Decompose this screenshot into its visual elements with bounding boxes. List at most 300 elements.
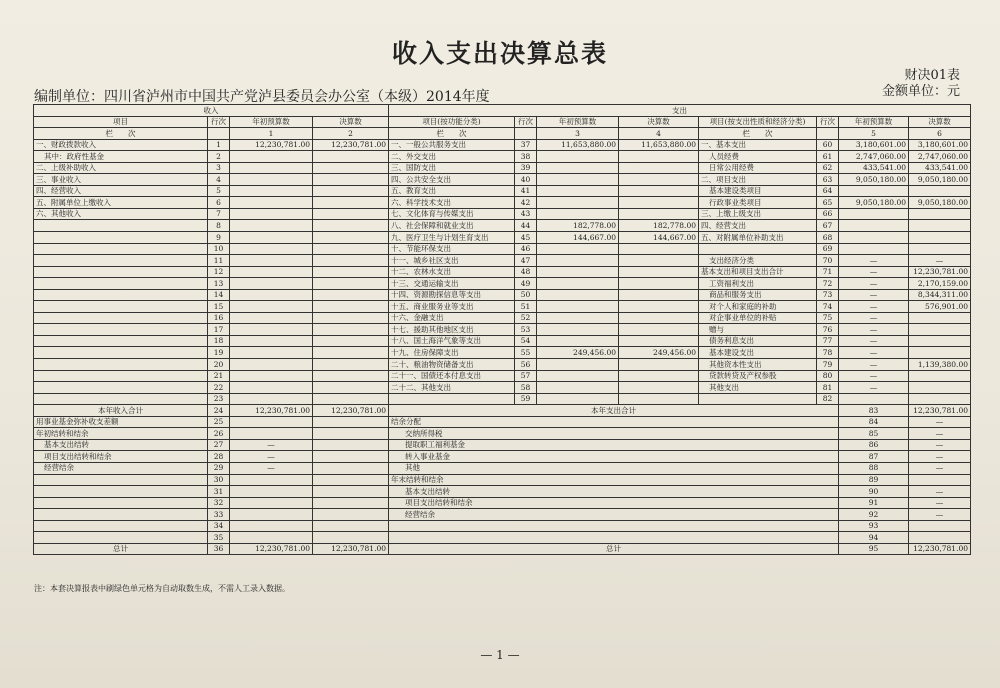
income-line-no: 14 bbox=[208, 289, 230, 301]
table-row bbox=[34, 278, 971, 290]
expense-func-item: 十四、资源勘探信息等支出 bbox=[389, 289, 515, 301]
expense-econ-item: 赠与 bbox=[699, 324, 817, 336]
expense-econ-final bbox=[909, 393, 971, 405]
expense-func-final bbox=[619, 301, 699, 313]
table-row bbox=[34, 312, 971, 324]
expense-econ-final bbox=[909, 243, 971, 255]
income-item bbox=[34, 278, 208, 290]
table-row bbox=[34, 520, 971, 532]
col-header-line: 行次 bbox=[515, 116, 537, 128]
table-row bbox=[34, 301, 971, 313]
form-number: 财决01表 bbox=[904, 68, 960, 83]
expense-func-item: 九、医疗卫生与计划生育支出 bbox=[389, 232, 515, 244]
subtotal-row bbox=[34, 405, 971, 417]
income-line-no: 17 bbox=[208, 324, 230, 336]
expense-econ-item: 其他资本性支出 bbox=[699, 359, 817, 371]
income-item: 项目支出结转和结余 bbox=[34, 451, 208, 463]
expense-func-budget bbox=[537, 162, 619, 174]
expense-func-final bbox=[619, 312, 699, 324]
expense-econ-budget: — bbox=[839, 266, 909, 278]
income-item bbox=[34, 324, 208, 336]
income-line-no: 11 bbox=[208, 255, 230, 267]
expense-econ-budget: — bbox=[909, 462, 971, 474]
expense-econ-budget: — bbox=[839, 382, 909, 394]
expense-econ-line-no: 69 bbox=[817, 243, 839, 255]
income-final bbox=[313, 185, 389, 197]
income-line-no: 22 bbox=[208, 382, 230, 394]
expense-econ-item: 对个人和家庭的补助 bbox=[699, 301, 817, 313]
income-budget bbox=[230, 232, 313, 244]
income-expense-table bbox=[33, 104, 971, 555]
income-budget: 12,230,781.00 bbox=[230, 543, 313, 555]
expense-econ-budget: — bbox=[839, 335, 909, 347]
expense-econ-final bbox=[909, 185, 971, 197]
expense-econ-final: 8,344,311.00 bbox=[909, 289, 971, 301]
expense-func-line-no: 43 bbox=[515, 208, 537, 220]
income-final bbox=[313, 335, 389, 347]
expense-func-item: 十七、援助其他地区支出 bbox=[389, 324, 515, 336]
expense-item bbox=[389, 520, 839, 532]
income-line-no: 25 bbox=[208, 416, 230, 428]
col-label: 栏 次 bbox=[389, 128, 515, 140]
footnote: 注：本套决算报表中刷绿色单元格为自动取数生成，不需人工录入数据。 bbox=[34, 584, 290, 593]
income-line-no: 35 bbox=[208, 532, 230, 544]
expense-econ-final: 576,901.00 bbox=[909, 301, 971, 313]
income-budget bbox=[230, 520, 313, 532]
col-header-final: 决算数 bbox=[619, 116, 699, 128]
expense-func-final: 182,778.00 bbox=[619, 220, 699, 232]
expense-econ-final bbox=[909, 220, 971, 232]
income-final bbox=[313, 301, 389, 313]
expense-econ-item bbox=[699, 393, 817, 405]
expense-econ-final bbox=[909, 370, 971, 382]
expense-econ-final bbox=[909, 208, 971, 220]
income-item bbox=[34, 232, 208, 244]
expense-econ-line-no: 95 bbox=[839, 543, 909, 555]
income-line-no: 3 bbox=[208, 162, 230, 174]
income-item bbox=[34, 497, 208, 509]
expense-item bbox=[389, 532, 839, 544]
expense-item: 交纳所得税 bbox=[389, 428, 839, 440]
expense-func-line-no: 55 bbox=[515, 347, 537, 359]
income-line-no: 21 bbox=[208, 370, 230, 382]
expense-econ-budget: — bbox=[909, 428, 971, 440]
income-item bbox=[34, 289, 208, 301]
income-final bbox=[313, 370, 389, 382]
income-final bbox=[313, 197, 389, 209]
income-line-no: 9 bbox=[208, 232, 230, 244]
income-line-no: 27 bbox=[208, 439, 230, 451]
expense-func-budget bbox=[537, 174, 619, 186]
expense-econ-line-no: 63 bbox=[817, 174, 839, 186]
expense-func-budget bbox=[537, 243, 619, 255]
expense-econ-budget: — bbox=[839, 370, 909, 382]
income-line-no: 13 bbox=[208, 278, 230, 290]
total-row bbox=[34, 543, 971, 555]
col-label: 栏 次 bbox=[699, 128, 817, 140]
expense-func-line-no: 44 bbox=[515, 220, 537, 232]
table-row bbox=[34, 208, 971, 220]
income-budget: — bbox=[230, 451, 313, 463]
expense-func-line-no: 42 bbox=[515, 197, 537, 209]
expense-econ-line-no: 65 bbox=[817, 197, 839, 209]
income-final bbox=[313, 232, 389, 244]
expense-func-item: 十三、交通运输支出 bbox=[389, 278, 515, 290]
income-budget bbox=[230, 324, 313, 336]
expense-econ-item: 基本建设支出 bbox=[699, 347, 817, 359]
expense-econ-final: 3,180,601.00 bbox=[909, 139, 971, 151]
income-budget bbox=[230, 474, 313, 486]
income-line-no: 12 bbox=[208, 266, 230, 278]
table-row bbox=[34, 197, 971, 209]
expense-econ-budget: — bbox=[909, 451, 971, 463]
expense-econ-final: 9,050,180.00 bbox=[909, 197, 971, 209]
income-final bbox=[313, 312, 389, 324]
income-final bbox=[313, 174, 389, 186]
income-budget: — bbox=[230, 439, 313, 451]
income-final bbox=[313, 520, 389, 532]
expense-econ-budget: 9,050,180.00 bbox=[839, 174, 909, 186]
expense-func-line-no: 53 bbox=[515, 324, 537, 336]
expense-econ-final bbox=[909, 232, 971, 244]
income-line-no: 6 bbox=[208, 197, 230, 209]
expense-econ-budget bbox=[839, 220, 909, 232]
table-row bbox=[34, 393, 971, 405]
income-line-no: 1 bbox=[208, 139, 230, 151]
expense-econ-line-no: 77 bbox=[817, 335, 839, 347]
expense-func-budget bbox=[537, 324, 619, 336]
expense-item: 项目支出结转和结余 bbox=[389, 497, 839, 509]
amount-unit: 金额单位：元 bbox=[881, 84, 960, 99]
income-subtotal-label: 本年收入合计 bbox=[34, 405, 208, 417]
income-final bbox=[313, 451, 389, 463]
table-row bbox=[34, 232, 971, 244]
income-final bbox=[313, 428, 389, 440]
expense-func-line-no: 37 bbox=[515, 139, 537, 151]
income-line-no: 30 bbox=[208, 474, 230, 486]
expense-func-final bbox=[619, 185, 699, 197]
income-line-no: 31 bbox=[208, 486, 230, 498]
expense-econ-line-no: 92 bbox=[839, 509, 909, 521]
expense-econ-item: 支出经济分类 bbox=[699, 255, 817, 267]
expense-func-line-no: 49 bbox=[515, 278, 537, 290]
income-budget bbox=[230, 486, 313, 498]
expense-econ-item: 商品和服务支出 bbox=[699, 289, 817, 301]
expense-total-label: 总计 bbox=[389, 543, 839, 555]
expense-func-final bbox=[619, 208, 699, 220]
expense-item: 经营结余 bbox=[389, 509, 839, 521]
expense-func-final bbox=[619, 289, 699, 301]
table-row bbox=[34, 347, 971, 359]
income-budget bbox=[230, 185, 313, 197]
col-number: 5 bbox=[839, 128, 909, 140]
income-line-no: 15 bbox=[208, 301, 230, 313]
income-budget bbox=[230, 359, 313, 371]
expense-econ-budget bbox=[839, 243, 909, 255]
expense-econ-line-no: 67 bbox=[817, 220, 839, 232]
table-row bbox=[34, 359, 971, 371]
expense-econ-budget: — bbox=[839, 301, 909, 313]
income-item bbox=[34, 393, 208, 405]
expense-func-budget bbox=[537, 359, 619, 371]
income-line-no: 2 bbox=[208, 151, 230, 163]
expense-econ-line-no: 79 bbox=[817, 359, 839, 371]
income-final: 12,230,781.00 bbox=[313, 405, 389, 417]
expense-func-budget bbox=[537, 382, 619, 394]
table-row bbox=[34, 255, 971, 267]
income-line-no: 36 bbox=[208, 543, 230, 555]
table-row bbox=[34, 139, 971, 151]
expense-econ-final: 1,139,380.00 bbox=[909, 359, 971, 371]
expense-func-final bbox=[619, 255, 699, 267]
expense-econ-line-no: 85 bbox=[839, 428, 909, 440]
income-budget bbox=[230, 266, 313, 278]
expense-econ-final: 2,170,159.00 bbox=[909, 278, 971, 290]
income-item: 其中：政府性基金 bbox=[34, 151, 208, 163]
expense-econ-item: 工资福利支出 bbox=[699, 278, 817, 290]
expense-func-budget: 11,653,880.00 bbox=[537, 139, 619, 151]
col-header-budget: 年初预算数 bbox=[537, 116, 619, 128]
expense-econ-line-no: 81 bbox=[817, 382, 839, 394]
expense-section-header: 支出 bbox=[389, 105, 971, 117]
expense-item: 转入事业基金 bbox=[389, 451, 839, 463]
income-item: 五、附属单位上缴收入 bbox=[34, 197, 208, 209]
expense-econ-budget bbox=[839, 208, 909, 220]
expense-econ-final bbox=[909, 382, 971, 394]
expense-func-item: 十、节能环保支出 bbox=[389, 243, 515, 255]
expense-func-final bbox=[619, 151, 699, 163]
expense-econ-line-no: 82 bbox=[817, 393, 839, 405]
expense-econ-budget bbox=[909, 474, 971, 486]
expense-econ-budget: — bbox=[909, 509, 971, 521]
header-row-sections bbox=[34, 105, 971, 117]
expense-econ-item: 四、经营支出 bbox=[699, 220, 817, 232]
expense-func-item: 十二、农林水支出 bbox=[389, 266, 515, 278]
income-item bbox=[34, 255, 208, 267]
expense-func-item: 二十一、国债还本付息支出 bbox=[389, 370, 515, 382]
table-row bbox=[34, 289, 971, 301]
col-header-budget: 年初预算数 bbox=[839, 116, 909, 128]
income-line-no: 32 bbox=[208, 497, 230, 509]
expense-func-line-no: 51 bbox=[515, 301, 537, 313]
table-row bbox=[34, 532, 971, 544]
income-budget bbox=[230, 174, 313, 186]
income-item bbox=[34, 243, 208, 255]
header-row-columns bbox=[34, 116, 971, 128]
table-row bbox=[34, 243, 971, 255]
expense-econ-line-no: 68 bbox=[817, 232, 839, 244]
expense-func-budget bbox=[537, 312, 619, 324]
expense-func-final bbox=[619, 174, 699, 186]
income-final bbox=[313, 324, 389, 336]
expense-econ-line-no: 78 bbox=[817, 347, 839, 359]
table-row bbox=[34, 162, 971, 174]
expense-func-budget bbox=[537, 289, 619, 301]
expense-func-budget: 144,667.00 bbox=[537, 232, 619, 244]
income-final bbox=[313, 532, 389, 544]
expense-econ-line-no: 83 bbox=[839, 405, 909, 417]
expense-func-item: 八、社会保障和就业支出 bbox=[389, 220, 515, 232]
expense-func-final bbox=[619, 197, 699, 209]
income-budget bbox=[230, 312, 313, 324]
table-row bbox=[34, 509, 971, 521]
table-row bbox=[34, 382, 971, 394]
table-row bbox=[34, 416, 971, 428]
expense-econ-final bbox=[909, 324, 971, 336]
expense-func-budget bbox=[537, 208, 619, 220]
expense-econ-item bbox=[699, 243, 817, 255]
expense-func-line-no: 38 bbox=[515, 151, 537, 163]
col-number: 1 bbox=[230, 128, 313, 140]
income-line-no: 16 bbox=[208, 312, 230, 324]
income-item: 基本支出结转 bbox=[34, 439, 208, 451]
table-row bbox=[34, 335, 971, 347]
table-row bbox=[34, 266, 971, 278]
income-item: 三、事业收入 bbox=[34, 174, 208, 186]
income-final bbox=[313, 162, 389, 174]
income-final bbox=[313, 243, 389, 255]
expense-econ-budget bbox=[839, 185, 909, 197]
report-title: 收入支出决算总表 bbox=[391, 39, 608, 68]
compiling-unit: 编制单位：四川省泸州市中国共产党泸县委员会办公室（本级）2014年度 bbox=[34, 89, 490, 105]
income-budget bbox=[230, 497, 313, 509]
expense-func-budget bbox=[537, 278, 619, 290]
table-row bbox=[34, 220, 971, 232]
expense-econ-line-no: 91 bbox=[839, 497, 909, 509]
income-final bbox=[313, 289, 389, 301]
expense-econ-budget: — bbox=[909, 486, 971, 498]
income-budget bbox=[230, 255, 313, 267]
expense-econ-line-no: 94 bbox=[839, 532, 909, 544]
expense-func-final bbox=[619, 266, 699, 278]
expense-econ-budget: — bbox=[839, 359, 909, 371]
expense-econ-budget: — bbox=[839, 347, 909, 359]
expense-econ-line-no: 74 bbox=[817, 301, 839, 313]
income-final bbox=[313, 416, 389, 428]
income-budget bbox=[230, 197, 313, 209]
expense-func-final bbox=[619, 335, 699, 347]
expense-econ-line-no: 71 bbox=[817, 266, 839, 278]
income-item bbox=[34, 266, 208, 278]
col-number: 2 bbox=[313, 128, 389, 140]
expense-subtotal-label: 本年支出合计 bbox=[389, 405, 839, 417]
table-row bbox=[34, 497, 971, 509]
income-final bbox=[313, 278, 389, 290]
col-header-final: 决算数 bbox=[909, 116, 971, 128]
expense-econ-budget: — bbox=[839, 278, 909, 290]
expense-econ-line-no: 60 bbox=[817, 139, 839, 151]
expense-func-item: 十五、商业服务业等支出 bbox=[389, 301, 515, 313]
income-item: 经营结余 bbox=[34, 462, 208, 474]
income-item bbox=[34, 382, 208, 394]
table-row bbox=[34, 439, 971, 451]
expense-func-item: 十八、国土海洋气象等支出 bbox=[389, 335, 515, 347]
expense-func-budget bbox=[537, 266, 619, 278]
expense-func-item: 四、公共安全支出 bbox=[389, 174, 515, 186]
expense-item: 年末结转和结余 bbox=[389, 474, 839, 486]
col-header-budget: 年初预算数 bbox=[230, 116, 313, 128]
expense-func-item: 二、外交支出 bbox=[389, 151, 515, 163]
income-total-label: 总计 bbox=[34, 543, 208, 555]
income-budget: — bbox=[230, 462, 313, 474]
income-item: 一、财政拨款收入 bbox=[34, 139, 208, 151]
income-item bbox=[34, 486, 208, 498]
expense-econ-budget: 9,050,180.00 bbox=[839, 197, 909, 209]
col-number: 4 bbox=[619, 128, 699, 140]
expense-func-final bbox=[619, 162, 699, 174]
expense-func-line-no: 45 bbox=[515, 232, 537, 244]
income-budget bbox=[230, 370, 313, 382]
income-final bbox=[313, 393, 389, 405]
expense-econ-line-no: 84 bbox=[839, 416, 909, 428]
income-item bbox=[34, 312, 208, 324]
expense-econ-item: 一、基本支出 bbox=[699, 139, 817, 151]
expense-econ-budget: — bbox=[839, 312, 909, 324]
income-item: 年初结转和结余 bbox=[34, 428, 208, 440]
income-budget bbox=[230, 243, 313, 255]
expense-func-item: 十九、住房保障支出 bbox=[389, 347, 515, 359]
expense-func-budget bbox=[537, 393, 619, 405]
col-header-econ-item: 项目(按支出性质和经济分类) bbox=[699, 116, 817, 128]
income-item bbox=[34, 359, 208, 371]
income-item: 用事业基金弥补收支差额 bbox=[34, 416, 208, 428]
expense-econ-budget: 2,747,060.00 bbox=[839, 151, 909, 163]
income-line-no: 29 bbox=[208, 462, 230, 474]
expense-econ-line-no: 76 bbox=[817, 324, 839, 336]
col-header-line: 行次 bbox=[208, 116, 230, 128]
expense-econ-line-no: 70 bbox=[817, 255, 839, 267]
table-row bbox=[34, 486, 971, 498]
income-final bbox=[313, 439, 389, 451]
expense-econ-line-no: 90 bbox=[839, 486, 909, 498]
table-row bbox=[34, 185, 971, 197]
expense-econ-item: 基本支出和项目支出合计 bbox=[699, 266, 817, 278]
income-final: 12,230,781.00 bbox=[313, 139, 389, 151]
income-line-no: 23 bbox=[208, 393, 230, 405]
income-item: 四、经营收入 bbox=[34, 185, 208, 197]
income-line-no: 4 bbox=[208, 174, 230, 186]
income-budget bbox=[230, 301, 313, 313]
income-line-no: 19 bbox=[208, 347, 230, 359]
expense-econ-item: 三、上缴上级支出 bbox=[699, 208, 817, 220]
income-final bbox=[313, 486, 389, 498]
income-budget bbox=[230, 220, 313, 232]
income-item bbox=[34, 474, 208, 486]
expense-func-line-no: 39 bbox=[515, 162, 537, 174]
income-item bbox=[34, 509, 208, 521]
expense-econ-item: 债务利息支出 bbox=[699, 335, 817, 347]
income-item bbox=[34, 520, 208, 532]
expense-econ-line-no: 88 bbox=[839, 462, 909, 474]
expense-econ-budget: 3,180,601.00 bbox=[839, 139, 909, 151]
expense-econ-budget: 12,230,781.00 bbox=[909, 543, 971, 555]
income-budget bbox=[230, 532, 313, 544]
expense-func-line-no: 57 bbox=[515, 370, 537, 382]
expense-econ-item: 基本建设类项目 bbox=[699, 185, 817, 197]
expense-econ-budget bbox=[839, 232, 909, 244]
table-row bbox=[34, 174, 971, 186]
expense-func-line-no: 48 bbox=[515, 266, 537, 278]
expense-func-line-no: 59 bbox=[515, 393, 537, 405]
expense-econ-item: 二、项目支出 bbox=[699, 174, 817, 186]
expense-func-final bbox=[619, 278, 699, 290]
table-row bbox=[34, 462, 971, 474]
income-item bbox=[34, 347, 208, 359]
expense-func-budget: 182,778.00 bbox=[537, 220, 619, 232]
col-number: 6 bbox=[909, 128, 971, 140]
expense-func-item bbox=[389, 393, 515, 405]
income-final bbox=[313, 497, 389, 509]
